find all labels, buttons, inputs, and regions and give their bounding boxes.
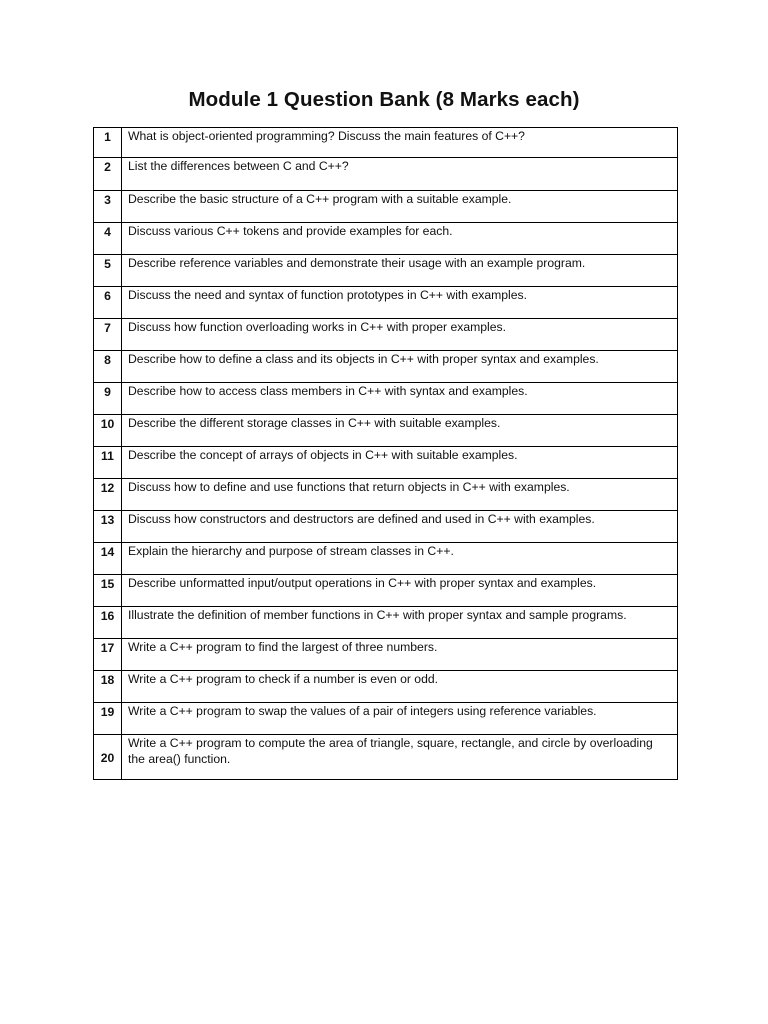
question-number: 6 <box>94 287 122 319</box>
table-row <box>94 639 678 671</box>
table-row <box>94 735 678 780</box>
question-text: Write a C++ program to find the largest of three numbers. <box>128 640 438 654</box>
table-row <box>94 447 678 479</box>
question-number: 17 <box>94 639 122 671</box>
question-number: 16 <box>94 607 122 639</box>
table-row <box>94 511 678 543</box>
question-number: 2 <box>94 158 122 191</box>
table-row <box>94 158 678 191</box>
question-text: Describe the different storage classes in C++ with suitable examples. <box>128 416 501 430</box>
question-number: 18 <box>94 671 122 703</box>
table-row <box>94 703 678 735</box>
question-number: 5 <box>94 255 122 287</box>
question-text: Describe how to access class members in C++ with syntax and examples. <box>128 384 528 398</box>
table-row <box>94 479 678 511</box>
question-text: Write a C++ program to swap the values of a pair of integers using reference variables. <box>128 704 597 718</box>
table-row <box>94 671 678 703</box>
table-row <box>94 287 678 319</box>
table-row <box>94 191 678 223</box>
question-number: 10 <box>94 415 122 447</box>
question-number: 13 <box>94 511 122 543</box>
question-number: 1 <box>94 128 122 158</box>
question-table <box>93 127 678 780</box>
table-row <box>94 575 678 607</box>
table-row <box>94 351 678 383</box>
table-row <box>94 128 678 158</box>
question-number: 7 <box>94 319 122 351</box>
question-number: 8 <box>94 351 122 383</box>
question-number: 20 <box>94 735 122 780</box>
question-number: 14 <box>94 543 122 575</box>
table-row <box>94 383 678 415</box>
question-text: Describe the concept of arrays of objects in C++ with suitable examples. <box>128 448 518 462</box>
table-row <box>94 319 678 351</box>
table-row <box>94 255 678 287</box>
question-text: Describe the basic structure of a C++ program with a suitable example. <box>128 192 512 206</box>
question-number: 9 <box>94 383 122 415</box>
question-text: What is object-oriented programming? Discuss the main features of C++? <box>128 129 525 143</box>
question-text: Describe how to define a class and its objects in C++ with proper syntax and examples. <box>128 352 599 366</box>
table-row <box>94 543 678 575</box>
question-number: 4 <box>94 223 122 255</box>
table-row <box>94 607 678 639</box>
question-text: Write a C++ program to check if a number is even or odd. <box>128 672 439 686</box>
question-text: Describe unformatted input/output operations in C++ with proper syntax and examples. <box>128 576 597 590</box>
table-row <box>94 415 678 447</box>
question-text: Discuss how to define and use functions that return objects in C++ with examples. <box>128 480 570 494</box>
question-text: Describe reference variables and demonstrate their usage with an example program. <box>128 256 586 270</box>
question-text: Illustrate the definition of member functions in C++ with proper syntax and sample programs. <box>128 608 627 622</box>
question-number: 11 <box>94 447 122 479</box>
question-text: Discuss how function overloading works in C++ with proper examples. <box>128 320 506 334</box>
question-text: List the differences between C and C++? <box>128 159 349 173</box>
question-number: 3 <box>94 191 122 223</box>
question-text: Discuss the need and syntax of function prototypes in C++ with examples. <box>128 288 528 302</box>
question-text: Explain the hierarchy and purpose of stream classes in C++. <box>128 544 454 558</box>
question-text: Discuss various C++ tokens and provide examples for each. <box>128 224 453 238</box>
question-number: 12 <box>94 479 122 511</box>
question-text: Discuss how constructors and destructors are defined and used in C++ with examples. <box>128 512 595 526</box>
table-row <box>94 223 678 255</box>
question-number: 19 <box>94 703 122 735</box>
question-number: 15 <box>94 575 122 607</box>
question-text: Write a C++ program to compute the area of triangle, square, rectangle, and circle by overloading the area() function. <box>128 736 653 766</box>
page-title: Module 1 Question Bank (8 Marks each) <box>188 88 580 111</box>
